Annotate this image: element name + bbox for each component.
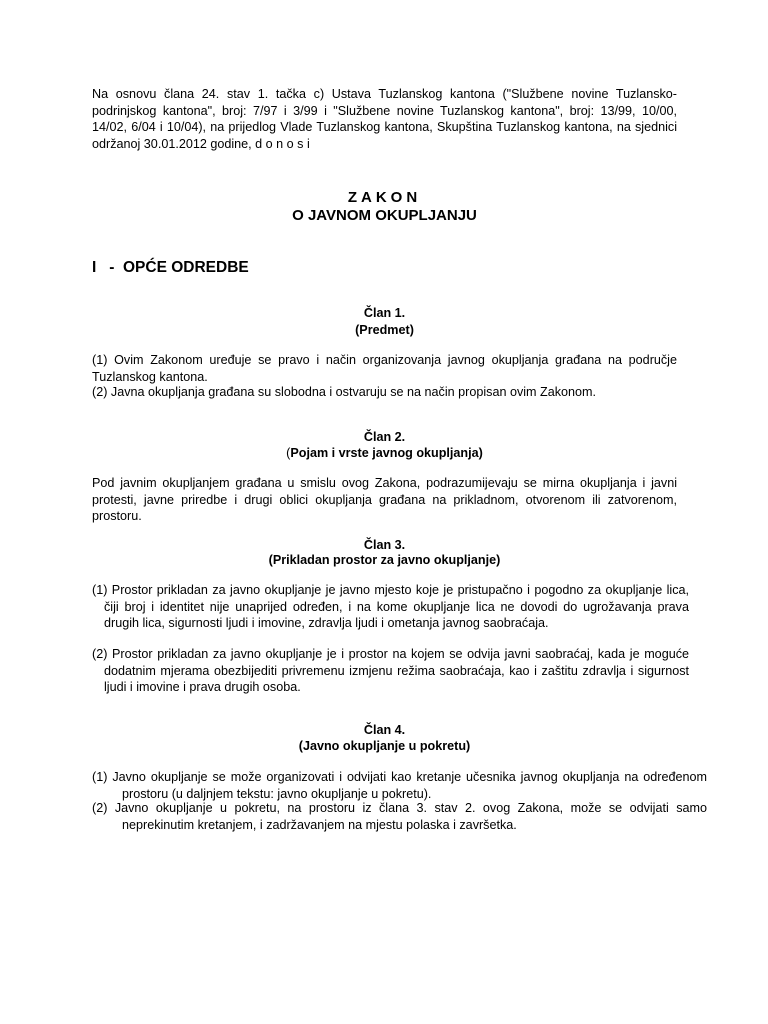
article-4-item-2: (2) Javno okupljanje u pokretu, na prostoru iz člana 3. stav 2. ovog Zakona, može se odvijati samo neprekinutim kretanjem, i zadržavanjem na mjestu polaska i završetka. [92,801,707,832]
article-3-item-1: (1) Prostor prikladan za javno okupljanje je javno mjesto koje je pristupačno i pogodno za okupljanje lica, čiji broj i identitet nije unaprijed određen, i na kome okupljanje lica ne dovodi do ugrožavanja prava drugih lica, sigurnosti ljudi i imovine, zdravlja ljudi i ometanja javnog saobraćaja. [92,583,689,630]
article-4-heading: Član 4. [363,723,406,737]
article-4-item-1: (1) Javno okupljanje se može organizovati i odvijati kao kretanje učesnika javnog okupljanja na određenom prostoru (u daljnjem tekstu: javno okupljanje u pokretu). [92,770,707,801]
article-3-heading: Član 3. [363,538,406,552]
article-1-subheading: (Predmet) [355,323,414,337]
article-2-paragraph: Pod javnim okupljanjem građana u smislu ovog Zakona, podrazumijevaju se mirna okupljanja i javni protesti, javne priredbe i drugi oblici okupljanja građana na prikladnom, otvorenom ili zatvorenom, prostoru. [92,476,677,523]
article-3-item-2: (2) Prostor prikladan za javno okupljanje je i prostor na kojem se odvija javni saobraćaj, kada je moguće dodatnim mjerama obezbijediti privremenu izmjenu režima saobraćaja, kao i zaštitu zdravlja i sigurnost ljudi i imovine i prava drugih osoba. [92,647,689,694]
chapter-heading: I - OPĆE ODREDBE [92,259,249,276]
article-1-item-1: (1) Ovim Zakonom uređuje se pravo i način organizovanja javnog okupljanja građana na područje Tuzlanskog kantona. [92,353,677,384]
preamble-paragraph: Na osnovu člana 24. stav 1. tačka c) Ustava Tuzlanskog kantona ("Službene novine Tuzlansko-podrinjskog kantona", broj: 7/97 i 3/99 i "Službene novine Tuzlanskog kantona", broj: 13/99, 10/00, 14/02, 6/04 i 10/04), na prijedlog Vlade Tuzlanskog kantona, Skupština Tuzlanskog kantona, na sjednici održanoj 30.01.2012 godine, d o n o s i [92,87,677,151]
law-title: ZAKON [347,189,422,206]
article-2-subheading-text: Pojam i vrste javnog okupljanja) [290,446,483,460]
article-2-heading: Član 2. [363,430,406,444]
article-2-subheading-open: ( [286,446,291,460]
law-subtitle: O JAVNOM OKUPLJANJU [292,207,477,224]
article-4-subheading: (Javno okupljanje u pokretu) [298,739,471,753]
article-2-subheading [92,445,677,462]
article-1-item-2: (2) Javna okupljanja građana su slobodna i ostvaruju se na način propisan ovim Zakonom. [92,385,597,399]
article-1-heading: Član 1. [363,306,406,320]
article-3-subheading: (Prikladan prostor za javno okupljanje) [268,553,501,567]
